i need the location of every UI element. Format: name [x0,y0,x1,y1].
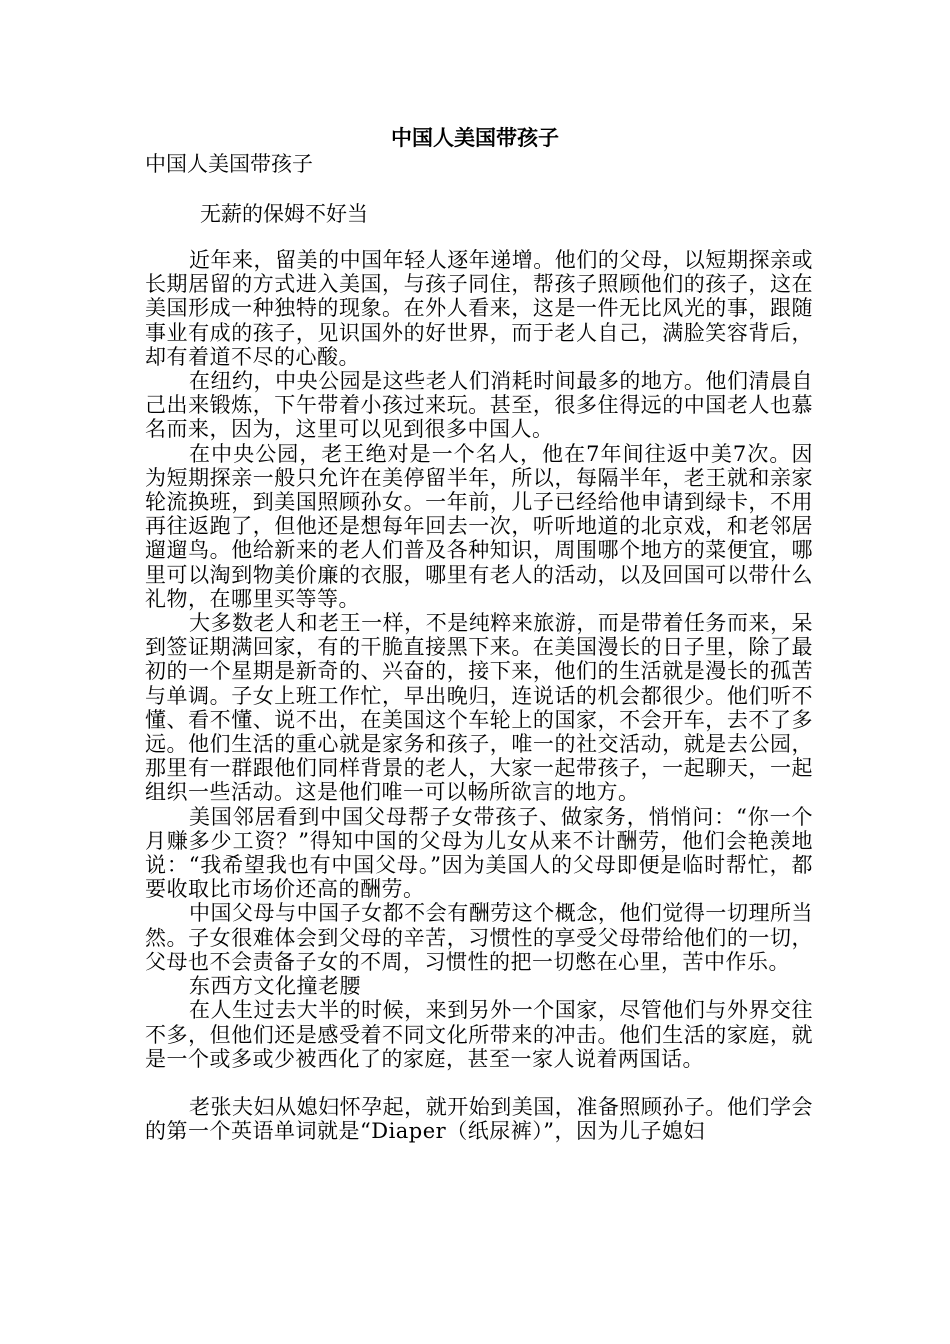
paragraph: 大多数老人和老王一样，不是纯粹来旅游，而是带着任务而来，呆到签证期满回家，有的干脆直接黑下来。在美国漫长的日子里，除了最初的一个星期是新奇的、兴奋的，接下来，他们的生活就是漫长的孤苦与单调。子女上班工作忙，早出晚归，连说话的机会都很少。他们听不懂、看不懂、说不出，在美国这个车轮上的国家，不会开车，去不了多远。他们生活的重心就是家务和孩子，唯一的社交活动，就是去公园，那里有一群跟他们同样背景的老人，大家一起带孩子，一起聊天，一起组织一些活动。这是他们唯一可以畅所欲言的地方。 [145,611,813,805]
paragraph: 中国父母与中国子女都不会有酬劳这个概念，他们觉得一切理所当然。子女很难体会到父母的辛苦，习惯性的享受父母带给他们的一切，父母也不会责备子女的不周，习惯性的把一切憋在心里，苦中作乐。 [145,901,813,974]
document-body [145,248,813,1143]
paragraph: 近年来，留美的中国年轻人逐年递增。他们的父母，以短期探亲或长期居留的方式进入美国，与孩子同住，帮孩子照顾他们的孩子，这在美国形成一种独特的现象。在外人看来，这是一件无比风光的事，跟随事业有成的孩子，见识国外的好世界，而于老人自己，满脸笑容背后，却有着道不尽的心酸。 [145,248,813,369]
section-heading: 无薪的保姆不好当 [200,202,368,226]
paragraph: 在中央公园，老王绝对是一个名人，他在7年间往返中美7次。因为短期探亲一般只允许在美停留半年，所以，每隔半年，老王就和亲家轮流换班，到美国照顾孙女。一年前，儿子已经给他申请到绿卡，不用再往返跑了，但他还是想每年回去一次，听听地道的北京戏，和老邻居遛遛鸟。他给新来的老人们普及各种知识，周围哪个地方的菜便宜，哪里可以淘到物美价廉的衣服，哪里有老人的活动，以及回国可以带什么礼物，在哪里买等等。 [145,441,813,611]
paragraph: 在纽约，中央公园是这些老人们消耗时间最多的地方。他们清晨自己出来锻炼，下午带着小孩过来玩。甚至，很多住得远的中国老人也慕名而来，因为，这里可以见到很多中国人。 [145,369,813,442]
subheading: 东西方文化撞老腰 [189,974,361,999]
paragraph: 在人生过去大半的时候，来到另外一个国家，尽管他们与外界交往不多，但他们还是感受着不同文化所带来的冲击。他们生活的家庭，就是一个或多或少被西化了的家庭，甚至一家人说着两国话。 [145,998,813,1071]
document-subtitle: 中国人美国带孩子 [145,152,313,176]
paragraph: 老张夫妇从媳妇怀孕起，就开始到美国，准备照顾孙子。他们学会的第一个英语单词就是“Diaper（纸尿裤）”，因为儿子媳妇 [145,1094,813,1144]
document-title: 中国人美国带孩子 [391,125,559,150]
paragraph: 美国邻居看到中国父母帮子女带孩子、做家务，悄悄问：“你一个月赚多少工资？”得知中国的父母为儿女从来不计酬劳，他们会艳羡地说：“我希望我也有中国父母。”因为美国人的父母即便是临时帮忙，都要收取比市场价还高的酬劳。 [145,804,813,902]
